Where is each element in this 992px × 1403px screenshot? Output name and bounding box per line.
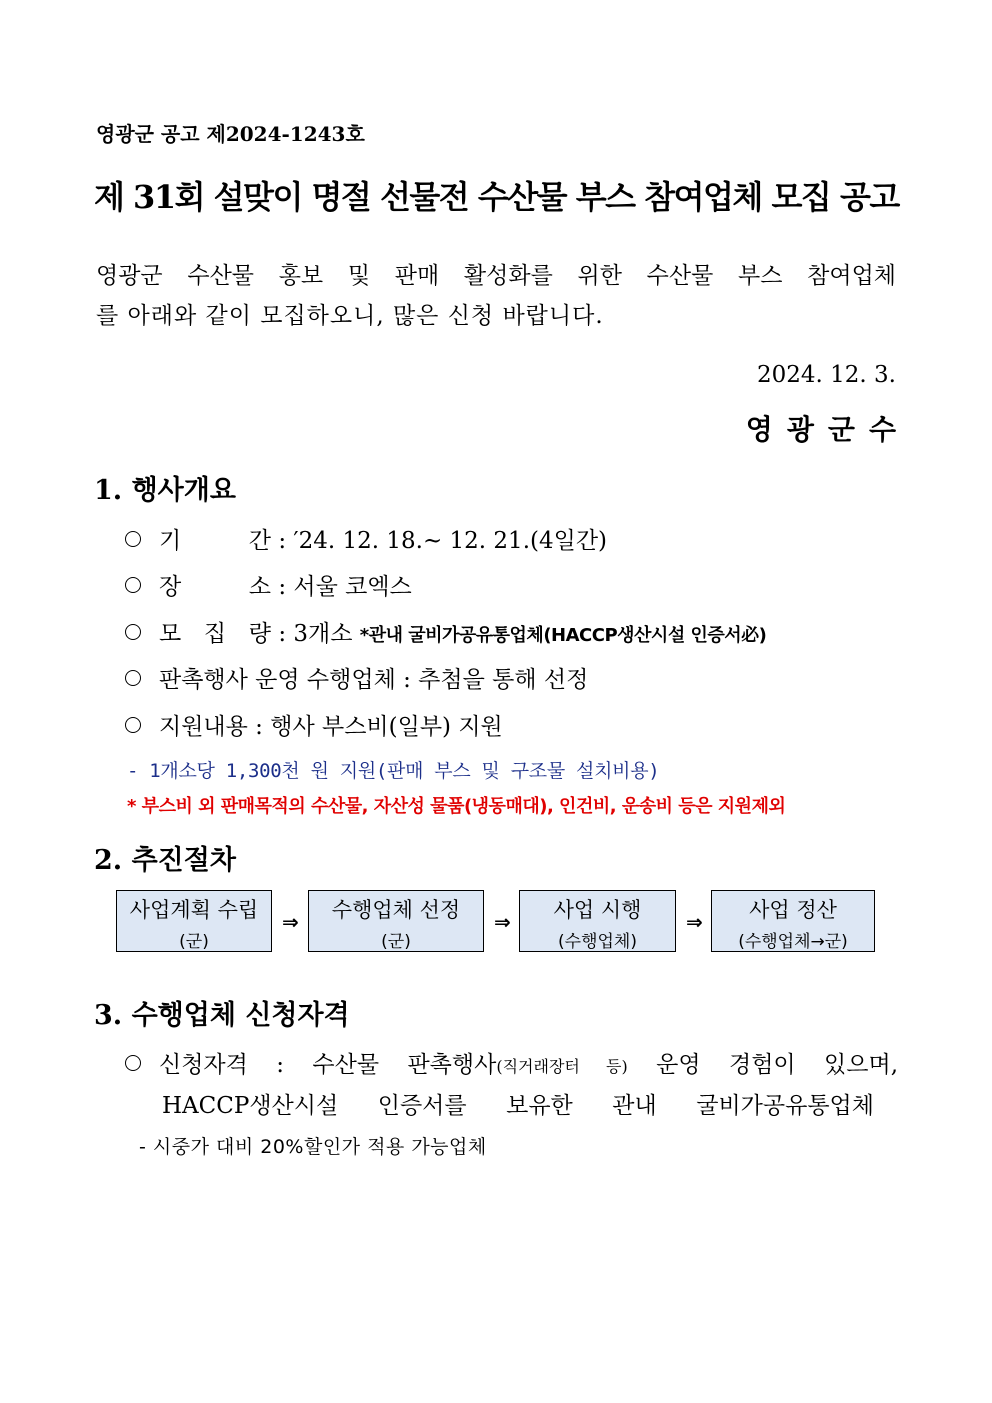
period-value: : ′24. 12. 18.~ 12. 21.(4일간) — [278, 528, 608, 554]
circle-bullet-icon — [125, 717, 141, 733]
section-2-heading: 2. 추진절차 — [94, 845, 236, 876]
flow-arrow-icon: ⇒ — [686, 910, 703, 934]
place-row — [125, 568, 412, 601]
period-label: 기 간 — [159, 528, 271, 554]
quantity-row — [125, 615, 766, 648]
flow-step-owner: (수행업체) — [558, 932, 637, 952]
flow-step-2 — [308, 890, 484, 952]
quantity-value: : 3개소 — [278, 621, 353, 647]
flow-step-1 — [116, 890, 272, 952]
qualification-sub-note: - 시중가 대비 20%할인가 적용 가능업체 — [139, 1136, 487, 1158]
support-exclusion-note: * 부스비 외 판매목적의 수산물, 자산성 물품(냉동매대), 인건비, 운송비 등은 지원제외 — [127, 796, 786, 817]
flow-step-title: 사업 시행 — [553, 898, 642, 922]
qualification-line-1: 신청자격 : 수산물 판촉행사(직거래장터 등) 운영 경험이 있으며, — [125, 1046, 898, 1079]
flow-step-owner: (수행업체→군) — [738, 932, 848, 952]
flow-step-title: 사업계획 수립 — [129, 898, 259, 922]
flow-step-4 — [711, 890, 875, 952]
period-row — [125, 522, 607, 555]
flow-step-owner: (군) — [179, 932, 209, 952]
notice-number: 영광군 공고 제2024-1243호 — [96, 122, 365, 146]
operator-row — [125, 661, 588, 694]
intro-line-1: 영광군 수산물 홍보 및 판매 활성화를 위한 수산물 부스 참여업체 — [96, 263, 896, 289]
qualification-line-2: HACCP생산시설 인증서를 보유한 관내 굴비가공유통업체 — [162, 1093, 874, 1119]
circle-bullet-icon — [125, 670, 141, 686]
place-value: : 서울 코엑스 — [278, 574, 412, 600]
flow-step-3 — [519, 890, 676, 952]
document-title: 제 31회 설맞이 명절 선물전 수산물 부스 참여업체 모집 공고 — [94, 178, 899, 216]
place-label: 장 소 — [159, 574, 271, 600]
circle-bullet-icon — [125, 577, 141, 593]
issuer-name: 영광군수 — [745, 413, 910, 446]
flow-arrow-icon: ⇒ — [282, 910, 299, 934]
section-3-heading: 3. 수행업체 신청자격 — [94, 1000, 350, 1031]
intro-line-2: 를 아래와 같이 모집하오니, 많은 신청 바랍니다. — [96, 303, 604, 329]
circle-bullet-icon — [125, 1055, 141, 1071]
flow-step-owner: (군) — [381, 932, 411, 952]
flow-step-title: 사업 정산 — [749, 898, 837, 922]
flow-arrow-icon: ⇒ — [494, 910, 511, 934]
quantity-label: 모 집 량 — [159, 621, 271, 647]
operator-text: 판촉행사 운영 수행업체 : 추첨을 통해 선정 — [159, 667, 589, 693]
notice-date: 2024. 12. 3. — [757, 362, 896, 388]
quantity-note: *관내 굴비가공유통업체(HACCP생산시설 인증서必) — [359, 625, 767, 646]
support-text: 지원내용 : 행사 부스비(일부) 지원 — [159, 714, 503, 740]
section-1-heading: 1. 행사개요 — [94, 475, 236, 506]
flow-step-title: 수행업체 선정 — [331, 898, 461, 922]
support-detail: - 1개소당 1,300천 원 지원(판매 부스 및 구조물 설치비용) — [127, 760, 660, 782]
support-row — [125, 708, 503, 741]
circle-bullet-icon — [125, 531, 141, 547]
circle-bullet-icon — [125, 624, 141, 640]
